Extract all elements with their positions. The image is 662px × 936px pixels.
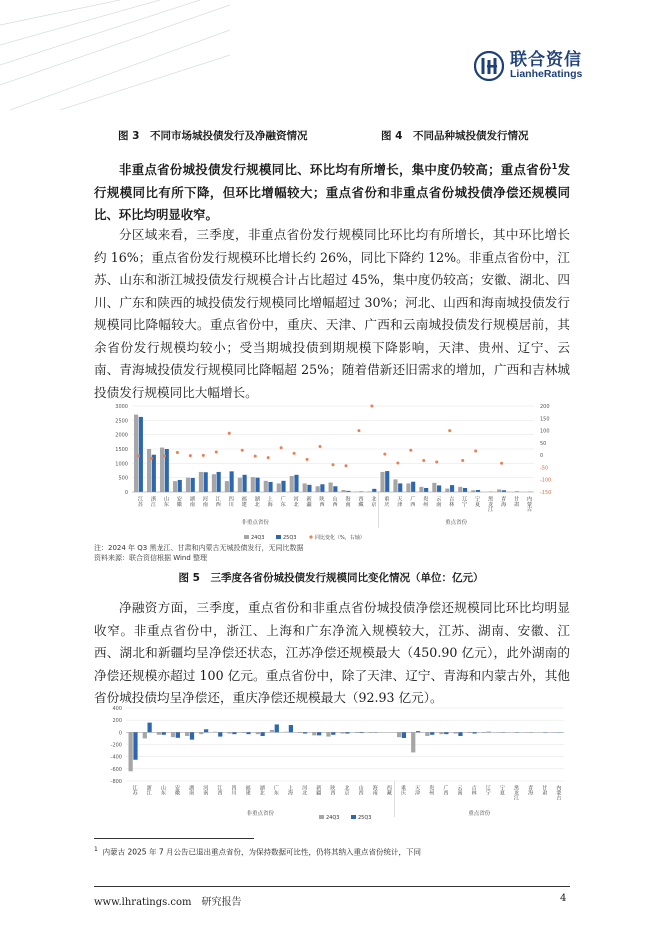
footnote-divider bbox=[94, 838, 254, 839]
bar-24q3 bbox=[143, 732, 147, 738]
bar-25q3 bbox=[162, 732, 166, 734]
x-category-label: 江苏 bbox=[131, 785, 138, 795]
bar-24q3 bbox=[147, 449, 151, 492]
x-category-label: 甘肃 bbox=[541, 785, 548, 795]
x-category-label: 天津 bbox=[396, 496, 403, 507]
bar-25q3 bbox=[152, 455, 156, 492]
x-category-label: 吉林 bbox=[470, 785, 477, 795]
bar-25q3 bbox=[411, 482, 415, 492]
bar-25q3 bbox=[178, 480, 182, 492]
x-category-label: 新疆 bbox=[305, 496, 312, 507]
y-tick: -400 bbox=[110, 754, 122, 761]
bar-25q3 bbox=[430, 732, 434, 734]
yoy-point bbox=[306, 458, 309, 461]
group-label: 非重点省份 bbox=[241, 520, 269, 526]
x-category-label: 吉林 bbox=[448, 496, 455, 507]
x-category-label: 广东 bbox=[279, 496, 286, 507]
y-left-tick: 2000 bbox=[115, 432, 128, 439]
bar-24q3 bbox=[369, 732, 373, 733]
bar-25q3 bbox=[320, 484, 324, 492]
bar-25q3 bbox=[372, 489, 376, 492]
x-category-label: 天津 bbox=[414, 785, 421, 795]
x-category-label: 山西 bbox=[331, 496, 338, 507]
yoy-point bbox=[461, 459, 464, 462]
yoy-point bbox=[409, 449, 412, 452]
bar-25q3 bbox=[139, 417, 143, 492]
chart-source: 资料来源：联合资信根据 Wind 整理 bbox=[94, 554, 208, 562]
bar-24q3 bbox=[419, 487, 423, 492]
bar-25q3 bbox=[255, 478, 259, 492]
yoy-point bbox=[163, 454, 166, 457]
bar-24q3 bbox=[425, 732, 429, 736]
x-category-label: 湖南 bbox=[188, 496, 195, 507]
figure-3-caption: 图 3 不同市场城投债发行及净融资情况 bbox=[118, 130, 308, 142]
group-label: 重点省份 bbox=[468, 811, 491, 817]
bar-25q3 bbox=[444, 732, 448, 734]
footnote bbox=[94, 846, 421, 858]
bar-25q3 bbox=[232, 732, 236, 734]
bar-24q3 bbox=[160, 448, 164, 492]
bar-24q3 bbox=[227, 732, 231, 733]
yoy-point bbox=[267, 456, 270, 459]
bar-25q3 bbox=[190, 732, 194, 739]
bar-25q3 bbox=[218, 732, 222, 736]
yoy-point bbox=[189, 454, 192, 457]
bar-25q3 bbox=[424, 488, 428, 492]
x-category-label: 新疆 bbox=[315, 785, 322, 795]
bar-24q3 bbox=[298, 732, 302, 733]
x-category-label: 云南 bbox=[435, 496, 442, 507]
yoy-point bbox=[435, 461, 438, 464]
body-paragraph-region: 分区域来看，三季度，非重点省份发行规模同比环比均有所增长，其中环比增长约 16%；重点省份发行规模环比增长约 26%，同比下降约 12%。非重点省份中，江苏、山东和浙江城投债发行规模合计占比超过 45%，集中度仍较高；安徽、湖北、四川、广东和陕西的城投债发行规模同比增幅超过 30%；河北、山西和海南城投债发行规模同比降幅较大。重点省份中，重庆、天津、广西和云南城投债发行规模居前，其余省份发行规模均较小；受当期城投债到期规模下降影响，天津、贵州、辽宁、云南、青海城投债发行规模同比降幅超 25%；随着借新还旧需求的增加，广西和吉林城投债发行规模同比大幅增长。 bbox=[94, 227, 570, 400]
y-tick: -200 bbox=[110, 742, 122, 749]
bar-24q3 bbox=[157, 732, 161, 734]
bar-25q3 bbox=[246, 732, 250, 734]
bar-24q3 bbox=[458, 487, 462, 492]
bar-24q3 bbox=[284, 732, 288, 733]
bar-25q3 bbox=[458, 732, 462, 736]
x-category-label: 重庆 bbox=[400, 785, 407, 795]
province-issuance-chart bbox=[94, 400, 570, 550]
yoy-point bbox=[176, 451, 179, 454]
bar-25q3 bbox=[476, 490, 480, 492]
x-category-label: 安徽 bbox=[173, 785, 180, 795]
x-category-label: 海南 bbox=[344, 496, 351, 507]
figure-5-caption: 图 5 三季度各省份城投债发行规模同比变化情况（单位：亿元） bbox=[178, 572, 484, 584]
bar-25q3 bbox=[331, 732, 335, 734]
yoy-point bbox=[150, 457, 153, 460]
y-left-tick: 2500 bbox=[115, 418, 128, 425]
x-category-label: 海南 bbox=[371, 785, 378, 795]
y-tick: -600 bbox=[110, 766, 122, 773]
bar-25q3 bbox=[333, 486, 337, 492]
bar-25q3 bbox=[281, 481, 285, 492]
x-category-label: 黑龙江 bbox=[513, 785, 520, 800]
bar-24q3 bbox=[238, 478, 242, 492]
x-category-label: 广西 bbox=[409, 496, 416, 507]
x-category-label: 宁夏 bbox=[498, 785, 505, 795]
bar-24q3 bbox=[186, 478, 190, 492]
legend-swatch-24q3 bbox=[319, 815, 324, 819]
bar-25q3 bbox=[502, 490, 506, 492]
bar-25q3 bbox=[385, 471, 389, 492]
bar-24q3 bbox=[406, 483, 410, 492]
bar-25q3 bbox=[450, 485, 454, 492]
group-label: 非重点省份 bbox=[246, 811, 274, 817]
legend-label-24q3: 24Q3 bbox=[251, 535, 265, 541]
x-category-label: 河北 bbox=[301, 785, 308, 795]
bar-24q3 bbox=[445, 489, 449, 492]
x-category-label: 上海 bbox=[266, 496, 273, 507]
x-category-label: 辽宁 bbox=[484, 785, 491, 795]
yoy-point bbox=[293, 452, 296, 455]
x-category-label: 四川 bbox=[227, 496, 234, 507]
bar-24q3 bbox=[129, 732, 133, 771]
bar-25q3 bbox=[437, 485, 441, 492]
figure-4-caption: 图 4 不同品种城投债发行情况 bbox=[381, 130, 529, 142]
x-category-label: 安徽 bbox=[175, 496, 182, 507]
bar-24q3 bbox=[468, 732, 472, 733]
yoy-point bbox=[202, 454, 205, 457]
x-category-label: 福建 bbox=[244, 785, 251, 795]
bar-24q3 bbox=[340, 732, 344, 733]
x-category-label: 湖北 bbox=[253, 496, 260, 507]
bar-25q3 bbox=[359, 732, 363, 733]
bar-25q3 bbox=[402, 732, 406, 738]
section-heading-paragraph bbox=[94, 156, 570, 227]
y-right-tick: 200 bbox=[540, 404, 550, 410]
x-category-label: 辽宁 bbox=[461, 496, 468, 507]
bar-25q3 bbox=[204, 472, 208, 492]
x-category-label: 陕西 bbox=[329, 785, 336, 795]
bar-24q3 bbox=[264, 481, 268, 492]
x-category-label: 北京 bbox=[370, 496, 377, 507]
bar-24q3 bbox=[185, 732, 189, 736]
yoy-point bbox=[215, 450, 218, 453]
yoy-point bbox=[344, 464, 347, 467]
x-category-label: 广东 bbox=[272, 785, 279, 795]
legend-swatch-25q3 bbox=[351, 815, 356, 819]
x-category-label: 青海 bbox=[500, 496, 507, 507]
x-category-label: 重庆 bbox=[383, 496, 390, 507]
legend-label-yoy: 同比变化（%，右轴） bbox=[315, 535, 365, 541]
x-category-label: 四川 bbox=[230, 785, 237, 795]
x-category-label: 北京 bbox=[343, 785, 350, 795]
bar-25q3 bbox=[243, 475, 247, 492]
bar-25q3 bbox=[463, 488, 467, 492]
bar-25q3 bbox=[217, 472, 221, 492]
x-category-label: 广西 bbox=[442, 785, 449, 795]
bar-25q3 bbox=[230, 471, 234, 492]
x-category-label: 宁夏 bbox=[474, 496, 481, 507]
bar-25q3 bbox=[317, 732, 321, 735]
footer-site-label: www.lhratings.com 研究报告 bbox=[94, 897, 242, 908]
y-left-tick: 3000 bbox=[115, 404, 128, 410]
x-category-label: 江西 bbox=[216, 785, 223, 795]
bar-24q3 bbox=[256, 732, 260, 734]
province-net-financing-chart bbox=[94, 703, 570, 823]
bar-25q3 bbox=[416, 731, 420, 732]
yoy-point bbox=[137, 454, 140, 457]
bar-25q3 bbox=[261, 732, 265, 736]
x-category-label: 陕西 bbox=[318, 496, 325, 507]
bar-24q3 bbox=[432, 483, 436, 492]
y-right-tick: -150 bbox=[540, 490, 552, 496]
x-category-label: 上海 bbox=[286, 785, 293, 795]
bar-25q3 bbox=[307, 485, 311, 492]
lianhe-logo-icon bbox=[474, 51, 504, 81]
bar-24q3 bbox=[173, 481, 177, 492]
yoy-point bbox=[500, 462, 503, 465]
bar-24q3 bbox=[277, 483, 281, 492]
x-category-label: 河南 bbox=[201, 496, 208, 507]
x-category-label: 贵州 bbox=[422, 496, 429, 507]
y-right-tick: 0 bbox=[540, 453, 544, 460]
footnote-reference: 1 bbox=[551, 162, 558, 171]
y-right-tick: 50 bbox=[540, 440, 547, 447]
body-paragraph-net-financing: 净融资方面，三季度，重点省份和非重点省份城投债净偿还规模同比环比均明显收窄。非重点省份中，浙江、上海和广东净流入规模较大，江苏、湖南、安徽、江西、湖北和新疆均呈净偿还状态，江苏净偿还规模最大（450.90 亿元），此外湖南的净偿还规模亦超过 100 亿元。重点省份中，除了天津、辽宁、青海和内蒙古外，其他省份城投债均呈净偿还，重庆净偿还规模最大（92.93 亿元）。 bbox=[94, 600, 570, 705]
bar-24q3 bbox=[270, 730, 274, 732]
bar-24q3 bbox=[497, 489, 501, 492]
bar-24q3 bbox=[397, 732, 401, 737]
legend-swatch-25q3 bbox=[276, 535, 281, 539]
yoy-point bbox=[370, 405, 373, 408]
yoy-point bbox=[448, 429, 451, 432]
yoy-point bbox=[332, 463, 335, 466]
bar-24q3 bbox=[199, 732, 203, 734]
x-category-label: 山东 bbox=[162, 496, 169, 507]
yoy-point bbox=[422, 459, 425, 462]
x-category-label: 江西 bbox=[214, 496, 221, 507]
bar-24q3 bbox=[471, 490, 475, 492]
bar-25q3 bbox=[275, 724, 279, 732]
bar-24q3 bbox=[342, 490, 346, 492]
bar-24q3 bbox=[329, 483, 333, 492]
y-left-tick: 1000 bbox=[115, 461, 128, 468]
x-category-label: 黑龙江 bbox=[487, 496, 494, 512]
x-category-label: 西藏 bbox=[385, 785, 392, 795]
footnote-mark: 1 bbox=[94, 846, 98, 853]
bar-24q3 bbox=[303, 483, 307, 492]
y-tick: 400 bbox=[112, 706, 122, 712]
bar-25q3 bbox=[303, 732, 307, 733]
yoy-point bbox=[280, 446, 283, 449]
bar-24q3 bbox=[380, 472, 384, 492]
bar-24q3 bbox=[134, 415, 138, 492]
y-left-tick: 1500 bbox=[115, 447, 128, 453]
x-category-label: 内蒙古 bbox=[526, 496, 533, 512]
bar-25q3 bbox=[345, 732, 349, 733]
x-category-label: 江苏 bbox=[136, 496, 143, 507]
yoy-point bbox=[396, 462, 399, 465]
heading-text-part2: 发行规模同比有所下降，但环比增幅较大；重点省份和非重点省份城投债净偿还规模同比、环比均明显收窄。 bbox=[94, 162, 571, 223]
bar-24q3 bbox=[242, 732, 246, 733]
footnote-text: 内蒙古 2025 年 7 月公告已退出重点省份，为保持数据可比性，仍将其纳入重点省份统计，下同 bbox=[102, 847, 422, 857]
bar-25q3 bbox=[268, 482, 272, 492]
x-category-label: 山东 bbox=[159, 785, 166, 795]
yoy-point bbox=[241, 449, 244, 452]
bar-24q3 bbox=[393, 479, 397, 492]
bar-25q3 bbox=[191, 478, 195, 492]
bar-24q3 bbox=[199, 472, 203, 492]
x-category-label: 湖北 bbox=[258, 785, 265, 795]
x-category-label: 湖南 bbox=[188, 785, 195, 795]
bar-24q3 bbox=[411, 732, 415, 752]
yoy-point bbox=[228, 432, 231, 435]
bar-24q3 bbox=[171, 732, 175, 737]
y-left-tick: 500 bbox=[118, 475, 128, 482]
x-category-label: 福建 bbox=[240, 496, 247, 507]
x-category-label: 西藏 bbox=[357, 496, 364, 507]
bar-24q3 bbox=[482, 732, 486, 733]
bar-25q3 bbox=[147, 723, 151, 733]
y-right-tick: 150 bbox=[540, 416, 550, 423]
y-tick: 200 bbox=[112, 718, 122, 725]
header-decoration bbox=[0, 0, 230, 110]
yoy-point bbox=[383, 453, 386, 456]
x-category-label: 浙江 bbox=[149, 496, 156, 507]
footer-divider bbox=[94, 886, 570, 887]
legend-label-24q3: 24Q3 bbox=[326, 815, 340, 821]
y-tick: 0 bbox=[118, 730, 122, 737]
x-category-label: 内蒙古 bbox=[555, 785, 562, 800]
y-left-tick: 0 bbox=[124, 490, 128, 496]
bar-24q3 bbox=[316, 486, 320, 492]
heading-text-part1: 非重点省份城投债发行规模同比、环比均有所增长，集中度仍较高；重点省份 bbox=[119, 162, 552, 178]
bar-24q3 bbox=[312, 732, 316, 735]
brand-logo bbox=[474, 51, 582, 81]
bar-25q3 bbox=[294, 475, 298, 492]
bar-24q3 bbox=[355, 732, 359, 733]
bar-24q3 bbox=[213, 732, 217, 733]
group-label: 重点省份 bbox=[445, 520, 468, 526]
yoy-point bbox=[319, 445, 322, 448]
legend-label-25q3: 25Q3 bbox=[283, 535, 297, 541]
bar-25q3 bbox=[204, 729, 208, 732]
legend-swatch-yoy bbox=[309, 535, 312, 538]
yoy-point bbox=[357, 429, 360, 432]
yoy-point bbox=[254, 455, 257, 458]
legend-swatch-24q3 bbox=[244, 535, 249, 539]
x-category-label: 浙江 bbox=[145, 785, 152, 795]
x-category-label: 甘肃 bbox=[513, 496, 520, 507]
bar-25q3 bbox=[176, 732, 180, 737]
bar-24q3 bbox=[212, 474, 216, 492]
x-category-label: 贵州 bbox=[428, 785, 435, 795]
logo-english-name: LianheRatings bbox=[510, 68, 583, 81]
x-category-label: 青海 bbox=[527, 785, 534, 795]
bar-24q3 bbox=[251, 477, 255, 492]
y-right-tick: -100 bbox=[540, 477, 552, 484]
bar-24q3 bbox=[439, 732, 443, 734]
y-tick: -800 bbox=[110, 779, 122, 785]
bar-25q3 bbox=[398, 483, 402, 492]
bar-24q3 bbox=[290, 476, 294, 492]
x-category-label: 云南 bbox=[456, 785, 463, 795]
chart-note: 注：2024 年 Q3 黑龙江、甘肃和内蒙古无城投债发行，无同比数据 bbox=[94, 544, 304, 552]
bar-24q3 bbox=[453, 732, 457, 733]
bar-25q3 bbox=[472, 732, 476, 733]
legend-label-25q3: 25Q3 bbox=[358, 815, 372, 821]
bar-24q3 bbox=[225, 481, 229, 492]
y-right-tick: -50 bbox=[540, 465, 549, 472]
logo-chinese-name: 联合资信 bbox=[510, 49, 582, 70]
bar-24q3 bbox=[326, 732, 330, 736]
x-category-label: 山西 bbox=[357, 785, 364, 795]
x-category-label: 河南 bbox=[202, 785, 209, 795]
yoy-point bbox=[474, 449, 477, 452]
bar-25q3 bbox=[133, 732, 137, 759]
y-right-tick: 100 bbox=[540, 428, 550, 435]
page-number: 4 bbox=[560, 893, 567, 904]
bar-25q3 bbox=[487, 732, 491, 733]
bar-25q3 bbox=[289, 725, 293, 732]
x-category-label: 河北 bbox=[292, 496, 299, 507]
